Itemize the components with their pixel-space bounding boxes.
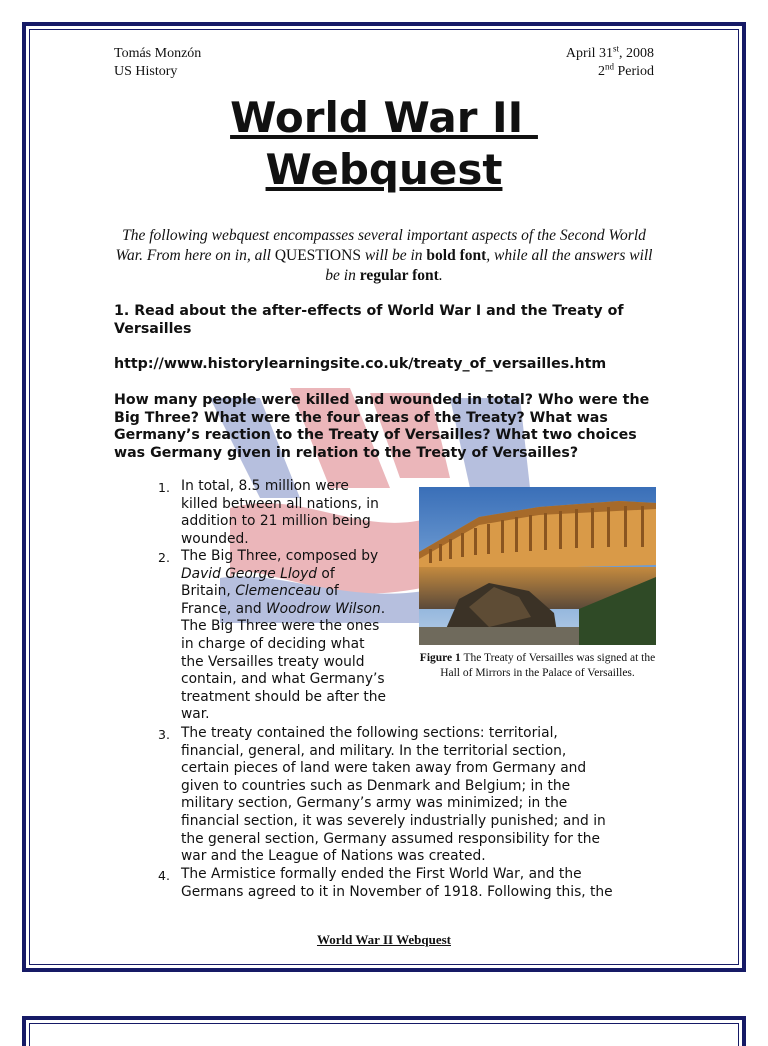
answer-line: The Armistice formally ended the First World War, and the [181,866,582,882]
period-suffix: nd [604,61,614,72]
answer-line: financial, general, and military. In the territorial section, [181,742,567,759]
versailles-palace-image [419,487,656,645]
answer-line: the general section, Germany assumed responsibility for the [181,830,600,847]
author-name: Tomás Monzón [114,46,202,61]
name-lloyd: David George Lloyd [181,565,318,582]
figure-caption-text: The Treaty of Versailles was signed at the Hall of Mirrors in the Palace of Versailles. [440,652,656,679]
answer-line [181,566,416,584]
section-1-heading: 1. Read about the after-effects of World War I and the Treaty of Versailles [114,303,624,337]
date-day: April 31 [565,46,613,61]
intro-text-3: , while all the answers will be in [325,247,653,284]
answer-2-number: 2. [158,550,170,565]
answer-line: in charge of deciding what [181,635,365,652]
answer-text: of [321,583,339,600]
intro-text-2: will be in [360,247,427,264]
answer-line: the Versailles treaty would [181,653,365,670]
header-left [114,45,201,81]
intro-bold-font: bold font [426,247,487,264]
answer-2 [181,548,416,724]
intro-regular-font: regular font [359,267,439,284]
figure-label: Figure 1 [419,652,461,664]
answer-text: . [380,600,386,617]
answer-line: treatment should be after the [181,688,386,705]
answer-text: France, and [181,600,266,617]
answer-4 [181,866,661,901]
answer-line: The Big Three, composed by [181,548,379,564]
document-date [566,45,654,63]
intro-text-1: The following webquest encompasses several important aspects of the Second World War. From here on in, all [115,227,646,264]
answer-1-number: 1. [158,480,170,495]
intro-text-4: . [438,267,443,284]
next-page-border [22,1016,746,1046]
answer-line: financial section, it was severely industrially punished; and in [181,812,606,829]
answer-line: wounded. [181,530,249,547]
answer-3-number: 3. [158,727,170,742]
answer-line [181,583,416,601]
title-line-2: Webquest [265,145,503,194]
answer-line: killed between all nations, in [181,495,379,512]
document-title [100,92,668,196]
intro-paragraph [110,226,658,286]
name-clemenceau: Clemenceau [235,583,322,600]
answer-line: military section, Germany’s army was minimized; in the [181,795,568,812]
answer-text: Britain, [181,583,236,600]
date-year: , 2008 [619,46,654,61]
answer-line: In total, 8.5 million were [181,478,349,494]
name-wilson: Woodrow Wilson [266,600,381,617]
answer-line: addition to 21 million being [181,513,371,530]
answer-line: given to countries such as Denmark and Belgium; in the [181,777,571,794]
intro-questions-word: QUESTIONS [274,247,361,264]
class-period [566,63,654,81]
header-right [566,45,654,81]
answer-line: certain pieces of land were taken away from Germany and [181,760,587,777]
course-name: US History [114,64,178,79]
answer-line: war. [181,706,210,723]
section-1-url[interactable]: http://www.historylearningsite.co.uk/treaty_of_versailles.htm [114,356,607,372]
page-footer: World War II Webquest [316,932,451,947]
period-number: 2 [597,64,605,79]
answer-line [181,601,416,619]
answer-line: war and the League of Nations was created. [181,848,486,865]
title-line-1: World War II [230,93,538,142]
section-1-questions: How many people were killed and wounded in total? Who were the Big Three? What were the four areas of the Treaty? What was Germany’s reaction to the Treaty of Versailles? What two choices was Germany given in relation to the Treaty of Versailles? [114,392,650,461]
answer-text: of [317,565,335,582]
next-page-inner-border [29,1023,739,1046]
figure-caption [419,651,656,680]
answer-line: The treaty contained the following sections: territorial, [181,725,558,741]
answer-line: The Big Three were the ones [181,618,380,635]
period-word: Period [613,64,654,79]
answer-1 [181,478,416,548]
answer-4-number: 4. [158,868,170,883]
answer-3 [181,725,661,866]
date-suffix: st [612,43,619,54]
answer-line: Germans agreed to it in November of 1918. Following this, the [181,883,613,900]
answer-line: contain, and what Germany’s [181,671,385,688]
